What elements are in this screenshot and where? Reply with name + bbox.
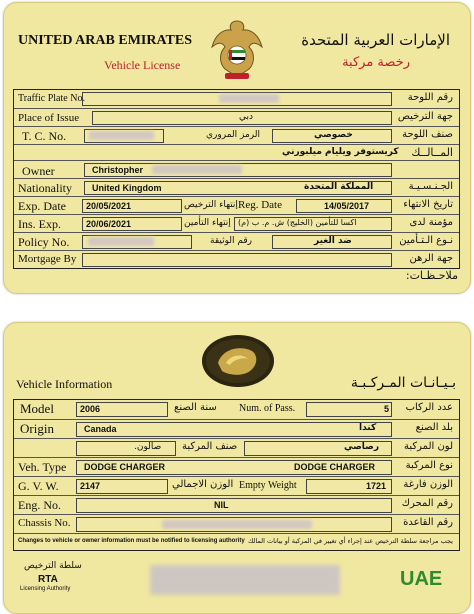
traffic-plate-label: Traffic Plate No. [18,93,85,104]
rta-gold-logo-icon [200,333,276,389]
licensing-authority-label-ar: سلطة الترخيص [24,561,82,571]
chassis-number-label: Chassis No. [18,517,71,529]
document-title-en: Vehicle License [104,58,181,72]
table-row [14,160,459,178]
nationality-value: United Kingdom [92,183,162,193]
traffic-plate-label-ar: رقم اللوحة [407,92,453,103]
table-row [14,196,459,214]
engine-number-label-ar: رقم المحرك [401,498,453,509]
table-row [14,457,459,476]
passengers-field [306,402,392,417]
expiry-date-label-ar: تاريخ الانتهاء [403,199,453,210]
origin-label: Origin [20,421,54,436]
redacted-tc-number [89,131,154,140]
place-of-issue-value: دبي [239,112,254,122]
table-row [14,438,459,457]
chassis-number-label-ar: رقم القاعدة [403,517,453,528]
vehicle-license-front-card [3,2,471,294]
origin-value: Canada [84,424,117,434]
table-row [14,514,459,533]
vehicle-type-label-ar: نوع المركبة [405,460,453,471]
document-title-ar: رخصة مركبة [342,55,410,70]
passengers-label-ar: عدد الركاب [405,402,453,413]
insurance-expiry-label: Ins. Exp. [18,217,61,231]
vehicle-type-value-2: DODGE CHARGER [294,462,376,472]
licensing-authority-label-en: Licensing Authority [20,586,71,592]
empty-weight-label-ar: الوزن فارغة [403,479,453,490]
color-label-ar: لون المركبة [404,441,453,452]
redacted-barcode [150,565,340,595]
engine-number-field [76,498,392,513]
license-expiry-label-ar: إنتهاء الترخيص [184,200,238,210]
insurer-label-ar: مؤمنة لدى [409,217,453,228]
owner-name-value: Christopher [92,165,144,175]
redacted-plate-number [219,94,279,103]
table-row [14,214,459,232]
country-name-en: UNITED ARAB EMIRATES [18,33,192,48]
vehicle-license-back-card [3,322,471,614]
table-row [14,126,459,144]
notice-ar: يجب مراجعة سلطة الترخيص عند إجراء أي تغيير في المركبة أو بيانات المالك [247,537,453,545]
license-details-table [13,89,460,269]
expiry-date-label: Exp. Date [18,199,66,213]
table-row [14,232,459,250]
reg-date-value: 14/05/2017 [324,201,370,211]
policy-document-label-ar: رقم الوثيقة [210,236,252,246]
insurance-type-label-ar: نـوع الـتـأمين [399,235,453,246]
country-code-uae: UAE [400,568,443,590]
table-row [14,144,459,160]
owner-label-ar: المــالــك [411,146,453,159]
notice-en: Changes to vehicle or owner information must be notified to licensing authority [18,538,245,544]
policy-number-label: Policy No. [18,235,70,249]
passengers-label: Num. of Pass. [239,403,296,414]
uae-eagle-emblem-icon [209,17,265,83]
tc-number-label: T. C. No. [22,129,67,143]
vehicle-info-title-ar: بـيـانـات المـركـبـة [350,375,456,391]
vehicle-class-value: صالون. [134,442,162,452]
owner-label: Owner [22,164,55,178]
licensing-authority-code: RTA [38,574,58,585]
gvw-value: 2147 [80,481,101,491]
gross-weight-label-ar: الوزن الاجمالي [172,479,234,490]
mortgage-field [82,253,392,267]
vehicle-type-value: DODGE CHARGER [84,462,166,472]
redacted-chassis-number [162,520,312,529]
nationality-value-ar: المملكة المتحدة [304,182,374,192]
insurance-type-value: ضد الغير [314,236,352,246]
vehicle-info-title-en: Vehicle Information [16,377,113,391]
remarks-label-ar: ملاحـظـات: [405,269,458,282]
table-row [14,476,459,495]
empty-weight-label: Empty Weight [239,480,297,491]
place-of-issue-label: Place of Issue [18,112,80,124]
empty-weight-value: 1721 [366,481,387,491]
table-row [14,533,459,551]
traffic-code-label-ar: الرمز المروري [206,130,261,140]
origin-label-ar: بلد الصنع [415,422,453,433]
redacted-owner-surname [152,165,242,174]
model-value: 2006 [80,404,101,414]
model-label: Model [20,401,54,416]
place-of-issue-label-ar: جهة الترخيص [397,111,453,122]
table-row [14,250,459,269]
redacted-policy-number [88,237,154,246]
table-row [14,400,459,419]
origin-field [76,422,392,437]
insurer-value: اكسا للتأمين (الخليج) ش. م. ب (م) [238,218,357,227]
engine-number-value: NIL [214,500,229,510]
table-row [14,90,459,108]
table-row [14,178,459,196]
insurance-expiry-label-ar: إنتهاء التأمين [184,218,231,228]
reg-date-label: Reg. Date [238,199,282,211]
nationality-label: Nationality [18,181,72,195]
vehicle-type-label: Veh. Type [18,460,67,474]
gvw-label: G. V. W. [18,479,59,493]
nationality-label-ar: الجـنـسـيـة [408,181,453,192]
mortgage-label: Mortgage By [18,253,77,265]
manufacture-year-label-ar: سنة الصنع [174,402,217,413]
vehicle-class-label-ar: صنف المركبة [182,441,238,452]
engine-number-label: Eng. No. [18,498,61,512]
color-value: رصاصي [344,442,380,452]
country-name-ar: الإمارات العربية المتحدة [301,31,450,49]
table-row [14,419,459,438]
expiry-date-value: 20/05/2021 [86,201,132,211]
plate-category-label-ar: صنف اللوحة [402,129,453,140]
passengers-value: 5 [384,404,390,414]
vehicle-info-table [13,399,460,551]
insurance-expiry-value: 20/06/2021 [86,219,132,229]
owner-name-ar: كريستوفر ويليام ميلبورني [282,147,399,157]
mortgage-label-ar: جهة الرهن [409,253,453,264]
table-row [14,108,459,126]
table-row [14,495,459,514]
origin-value-ar: كندا [359,423,377,433]
plate-category-value: خصوصي [314,130,353,140]
